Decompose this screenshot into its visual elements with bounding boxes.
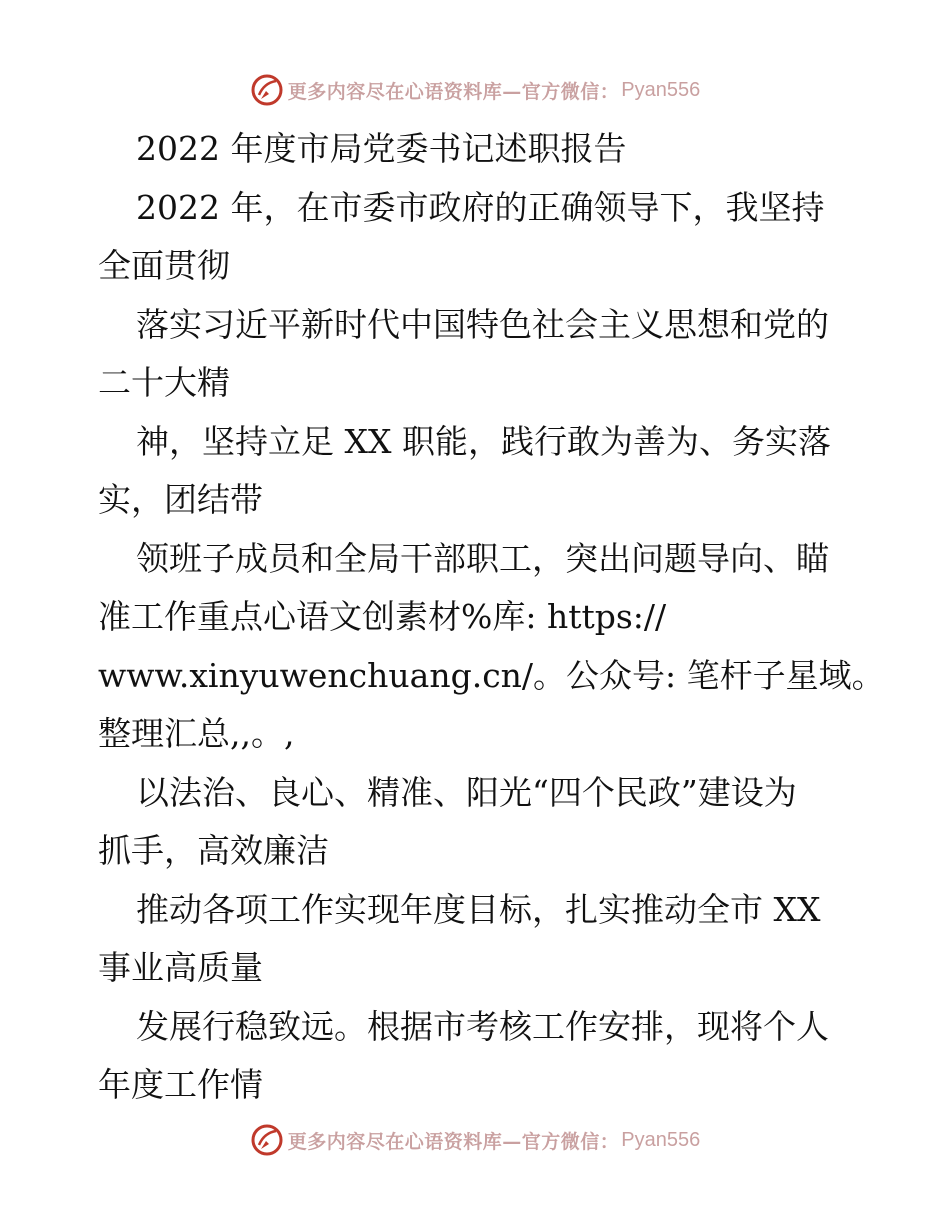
footer-banner-text: 更多内容尽在心语资料库—官方微信：: [287, 1130, 620, 1153]
header-banner-wechat-id: Pyan556: [621, 78, 701, 101]
paragraph-line: 抓手，高效廉洁: [98, 831, 329, 870]
paragraph-line: 2022 年，在市委市政府的正确领导下，我坚持: [136, 187, 825, 227]
paragraph-line: 落实习近平新时代中国特色社会主义思想和党的: [136, 304, 829, 344]
paragraph-line: 实，团结带: [98, 480, 263, 519]
pen-logo-icon: [250, 1123, 284, 1157]
paragraph-line: 二十大精: [98, 363, 230, 402]
footer-watermark-banner: [0, 1120, 950, 1160]
paragraph-line: 事业高质量: [98, 948, 263, 987]
paragraph-line: 神，坚持立足 XX 职能，践行敢为善为、务实落: [136, 421, 831, 461]
paragraph-line: 推动各项工作实现年度目标，扎实推动全市 XX: [136, 889, 821, 929]
paragraph-line: 领班子成员和全局干部职工，突出问题导向、瞄: [136, 538, 829, 578]
paragraph-line: 准工作重点心语文创素材%库: https://: [98, 597, 667, 636]
paragraph-line: 年度工作情: [98, 1065, 263, 1104]
paragraph-line: 整理汇总,,。,: [98, 714, 295, 753]
report-body: [98, 120, 885, 1115]
paragraph-line: 全面贯彻: [98, 246, 230, 285]
header-watermark-banner: [0, 70, 950, 110]
header-banner-text: 更多内容尽在心语资料库—官方微信：: [287, 80, 620, 103]
paragraph-line: 发展行稳致远。根据市考核工作安排，现将个人: [136, 1006, 829, 1046]
report-title: 2022 年度市局党委书记述职报告: [136, 129, 627, 168]
pen-logo-icon: [250, 73, 284, 107]
footer-banner-wechat-id: Pyan556: [621, 1128, 701, 1151]
paragraph-line: 以法治、良心、精准、阳光“四个民政”建设为: [136, 772, 797, 812]
paragraph-line: www.xinyuwenchuang.cn/。公众号: 笔杆子星域。: [98, 655, 885, 695]
